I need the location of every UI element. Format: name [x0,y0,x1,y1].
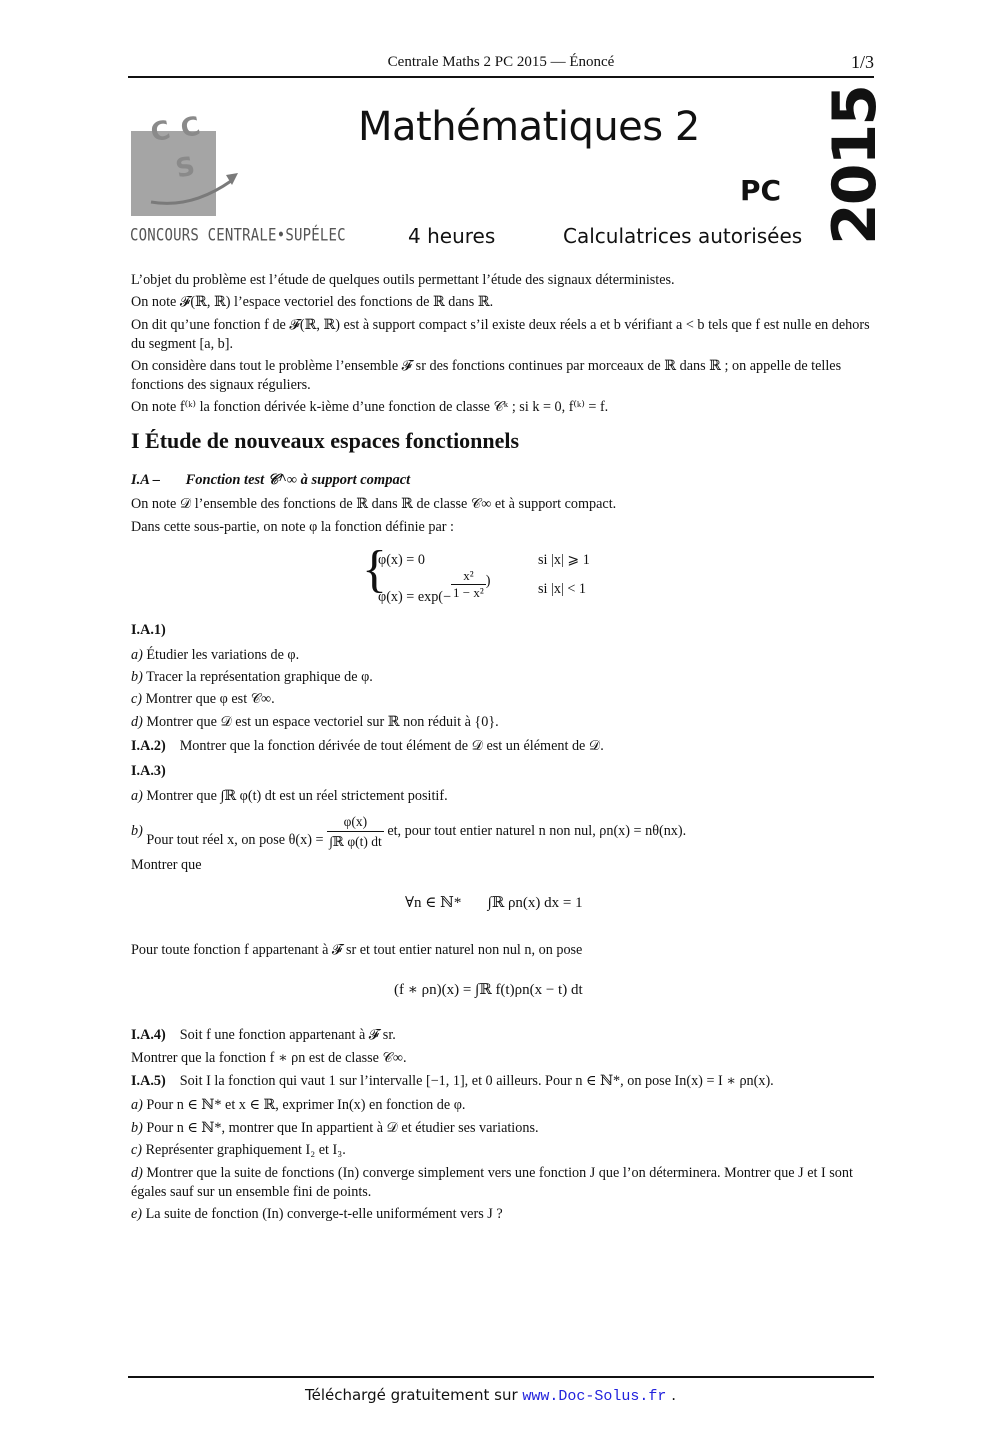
question-label-IA3: I.A.3) [131,763,166,779]
question-IA4: I.A.4) Soit f une fonction appartenant à 𝓕 sr. [131,1027,396,1043]
running-title: Centrale Maths 2 PC 2015 — Énoncé [387,54,615,70]
doc-solus-link[interactable]: www.Doc-Solus.fr [522,1388,667,1405]
question-IA5b: b) Pour n ∈ ℕ*, montrer que In appartient à 𝒟 et étudier ses variations. [131,1120,539,1136]
exam-track: PC [740,174,782,207]
subsection-heading [131,472,410,489]
case2-condition: si |x| < 1 [538,581,586,597]
question-label-IA1: I.A.1) [131,622,166,638]
intro-paragraph-3: On dit qu’une fonction f de 𝓕(ℝ, ℝ) est à support compact s’il existe deux réels a et b vérifiant a < b tels que f est nulle en dehors du segment [a, b]. [131,317,870,352]
question-IA1d: d) Montrer que 𝒟 est un espace vectoriel sur ℝ non réduit à {0}. [131,714,499,730]
exam-title: Mathématiques 2 [358,104,700,150]
phi-definition [362,541,622,616]
integral-identity: ∀n ∈ ℕ* ∫ℝ ρn(x) dx = 1 [405,895,583,911]
question-IA1a: a) Étudier les variations de φ. [131,647,300,663]
header-rule [128,76,874,78]
section-heading: I Étude de nouveaux espaces fonctionnels [131,428,520,453]
footer-prefix: Téléchargé gratuitement sur [304,1386,518,1404]
ccs-logo [131,111,216,216]
question-IA3a: a) Montrer que ∫ℝ φ(t) dt est un réel strictement positif. [131,788,448,804]
convolution-intro: Pour toute fonction f appartenant à 𝓕 sr et tout entier naturel non nul n, on pose [131,942,583,958]
question-IA1c: c) Montrer que φ est 𝒞∞. [131,691,275,707]
question-IA5e: e) La suite de fonction (In) converge-t-elle uniformément vers J ? [131,1206,503,1222]
question-IA4-line2: Montrer que la fonction f ∗ ρn est de classe 𝒞∞. [131,1050,407,1066]
running-header [128,54,874,76]
calculator-policy: Calculatrices autorisées [563,224,803,248]
footer-suffix: . [671,1386,676,1404]
footer [0,1386,981,1405]
case1-condition: si |x| ⩾ 1 [538,552,590,568]
question-IA5d: d) Montrer que la suite de fonctions (In) converge simplement vers une fonction J que l’on déterminera. Montrer que J et I sont égales sauf sur un ensemble fini de points. [131,1165,853,1200]
definition-D: On note 𝒟 l’ensemble des fonctions de ℝ dans ℝ de classe 𝒞∞ et à support compact. [131,496,617,512]
case2-expr: φ(x) = exp(− $\frac{\text{x²}}{\text{1 − x²}}$ ) [378,568,491,605]
convolution-definition: (f ∗ ρn)(x) = ∫ℝ f(t)ρn(x − t) dt [394,982,583,998]
logo-letter-s: S [173,151,198,185]
logo-arrow-icon [146,169,246,209]
logo-letter-c2: C [178,111,204,145]
intro-paragraph-5: On note f⁽ᵏ⁾ la fonction dérivée k-ième d’une fonction de classe 𝒞ᵏ ; si k = 0, f⁽ᵏ⁾ = f. [131,399,609,415]
question-IA5c: c) Représenter graphiquement I₂ et I₃. [131,1142,346,1158]
intro-paragraph-4: On considère dans tout le problème l’ensemble 𝓕 sr des fonctions continues par morceaux de ℝ dans ℝ ; on appelle de telles fonctions des signaux réguliers. [131,358,842,393]
question-IA5a: a) Pour n ∈ ℕ* et x ∈ ℝ, exprimer In(x) en fonction de φ. [131,1097,466,1113]
question-IA2: I.A.2) Montrer que la fonction dérivée de tout élément de 𝒟 est un élément de 𝒟. [131,738,604,754]
exam-year: 2015 [820,86,890,245]
question-IA5: I.A.5) Soit I la fonction qui vaut 1 sur l’intervalle [−1, 1], et 0 ailleurs. Pour n ∈ ℕ*, on pose In(x) = I ∗ ρn(x). [131,1073,774,1089]
question-IA3b: b) Pour tout réel x, on pose θ(x) = $\frac{\varphi(x)}{\text{∫ℝ φ(t) dt}}$ et, pour tout entier naturel n non nul, ρn(x) = nθ(nx). [131,814,687,849]
logo-caption: CONCOURS CENTRALE•SUPÉLEC [130,226,346,246]
question-IA1b: b) Tracer la représentation graphique de φ. [131,669,373,685]
page-indicator: 1/3 [850,52,874,72]
exam-duration: 4 heures [408,224,496,248]
brace-icon: { [362,541,387,598]
footer-rule [128,1376,874,1378]
phi-intro: Dans cette sous-partie, on note φ la fonction définie par : [131,519,454,535]
subsection-title: Fonction test 𝒞^∞ à support compact [185,472,411,488]
intro-paragraph-2: On note 𝓕(ℝ, ℝ) l’espace vectoriel des fonctions de ℝ dans ℝ. [131,294,494,310]
show-that: Montrer que [131,857,202,873]
subsection-label: I.A – [131,472,161,488]
logo-letter-c1: C [148,115,174,149]
case1-expr: φ(x) = 0 [378,552,425,568]
intro-paragraph-1: L’objet du problème est l’étude de quelques outils permettant l’étude des signaux déterministes. [131,272,675,288]
